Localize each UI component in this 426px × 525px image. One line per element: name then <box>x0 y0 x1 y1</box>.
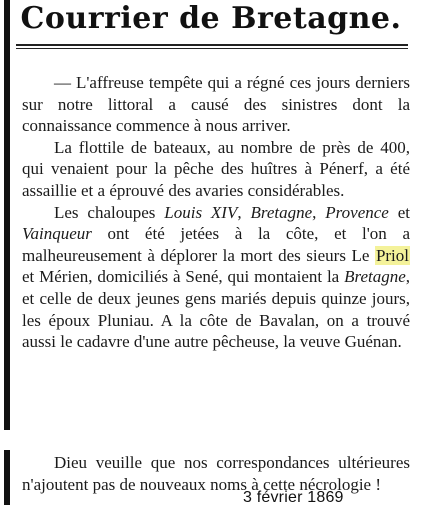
boat-name-provence: Provence <box>325 202 389 222</box>
clipping-date-caption: 3 février 1869 <box>243 489 344 506</box>
newspaper-title: Courrier de Bretagne. <box>20 1 402 36</box>
p3-conj: et <box>397 202 411 222</box>
boat-name-bretagne: Bretagne <box>250 202 313 222</box>
article-paragraph-1: — L'affreuse tempête qui a régné ces jours derniers sur notre littoral a causé des sinistres dont la connaissance commence à nous arriver. <box>22 73 410 136</box>
p3-lead: Les chaloupes <box>54 202 156 222</box>
highlighted-name-priol: Priol <box>375 245 409 265</box>
boat-name-bretagne-2: Bretagne <box>344 267 406 287</box>
article-paragraph-2: La flottile de bateaux, au nombre de près de 400, qui venaient pour la pêche des huîtres à Pénerf, a été assaillie et a éprouvé des avaries considérables. <box>22 137 410 200</box>
article-paragraph-3 <box>22 202 410 353</box>
article-closing <box>22 452 410 495</box>
p3-text2: et Mérien, domiciliés à Sené, qui montaient la <box>22 267 340 287</box>
article-body <box>22 72 410 353</box>
article-paragraph-4: Dieu veuille que nos correspondances ultérieures n'ajoutent pas de nouveaux noms à cette nécrologie ! <box>22 453 410 494</box>
left-column-rule-top <box>4 0 10 430</box>
title-divider <box>16 44 408 49</box>
boat-name-louis-xiv: Louis XIV <box>164 202 238 222</box>
left-column-rule-bottom <box>4 450 10 505</box>
newspaper-clipping <box>4 0 418 505</box>
p3-sep2: , <box>312 202 317 222</box>
p3-text3: , et celle de deux jeunes gens mariés depuis quinze jours, les époux Pluniau. A la côte de Bavalan, on a trouvé aussi le cadavre d'une autre pêcheuse, la veuve Guénan. <box>22 267 411 352</box>
p3-sep1: , <box>237 202 242 222</box>
boat-name-vainqueur: Vainqueur <box>22 224 92 244</box>
p3-text1: ont été jetées à la côte, et l'on a malheureusement à déplorer la mort des sieurs Le <box>22 224 410 265</box>
